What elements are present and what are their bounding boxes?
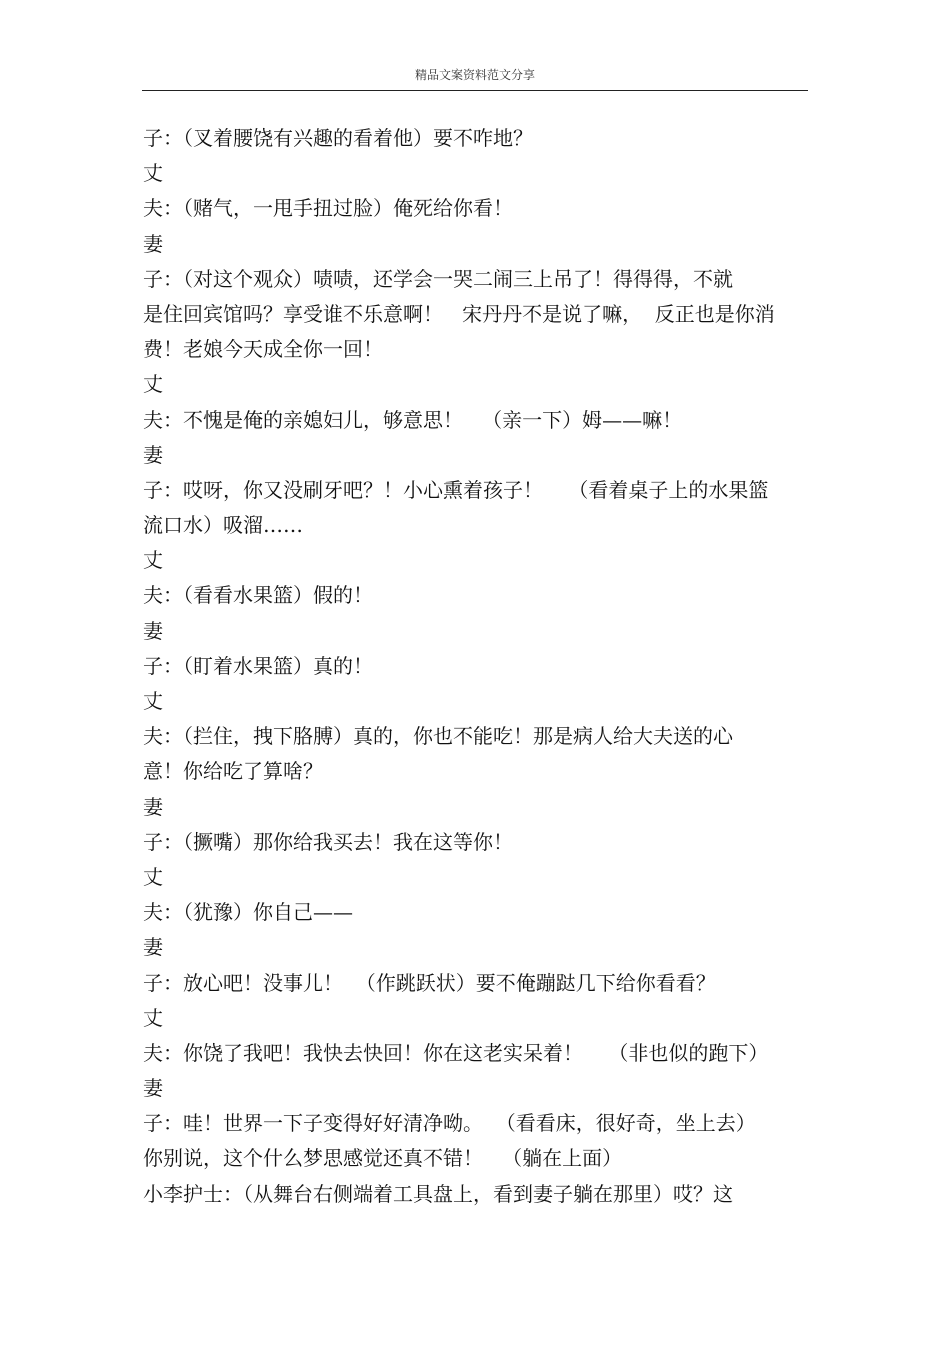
text-line: 夫：不愧是俺的亲媳妇儿，够意思！ （亲一下）姆——嘛！: [143, 407, 683, 432]
text-line: 妻: [143, 1076, 163, 1101]
text-line: 子：放心吧！没事儿！ （作跳跃状）要不俺蹦跶几下给你看看？: [143, 970, 716, 995]
text-line: 丈: [143, 548, 163, 573]
text-line: 夫：（赌气，一甩手扭过脸）俺死给你看！: [143, 196, 513, 221]
text-line: 夫：（犹豫）你自己——: [143, 900, 353, 925]
text-line: 丈: [143, 161, 163, 186]
text-line: 流口水）吸溜……: [143, 513, 303, 538]
text-line: 妻: [143, 618, 163, 643]
text-line: 妻: [143, 935, 163, 960]
text-line: 子：（叉着腰饶有兴趣的看着他）要不咋地？: [143, 126, 533, 150]
text-line: 是住回宾馆吗？享受谁不乐意啊！ 宋丹丹不是说了嘛， 反正也是你消: [143, 301, 775, 326]
text-line: 夫：（看看水果篮）假的！: [143, 583, 373, 608]
text-line: 子：哇！世界一下子变得好好清净呦。 （看看床，很好奇，坐上去）: [143, 1111, 756, 1136]
text-line: 子：（对这个观众）啧啧，还学会一哭二闹三上吊了！得得得，不就: [143, 266, 733, 291]
text-line: 费！老娘今天成全你一回！: [143, 337, 383, 362]
text-line: 丈: [143, 372, 163, 397]
document-body: [143, 121, 809, 1212]
text-line: 夫：你饶了我吧！我快去快回！你在这老实呆着！ （非也似的跑下）: [143, 1040, 769, 1065]
text-line: 意！你给吃了算啥？: [143, 759, 323, 784]
text-line: 你别说，这个什么梦思感觉还真不错！ （躺在上面）: [143, 1146, 623, 1171]
text-line: 丈: [143, 689, 163, 713]
text-line: 妻: [143, 231, 163, 256]
header-title: 精品文案资料范文分享: [414, 68, 535, 82]
text-line: 妻: [143, 442, 163, 467]
text-line: 子：（盯着水果篮）真的！: [143, 653, 373, 678]
page-header: [142, 62, 808, 91]
text-line: 小李护士：（从舞台右侧端着工具盘上，看到妻子躺在那里）哎？这: [143, 1181, 733, 1206]
text-line: 子：（撅嘴）那你给我买去！我在这等你！: [143, 829, 513, 854]
text-line: 丈: [143, 1005, 163, 1030]
text-line: 妻: [143, 794, 163, 819]
text-line: 夫：（拦住，拽下胳膊）真的，你也不能吃！那是病人给大夫送的心: [143, 724, 733, 749]
text-line: 丈: [143, 864, 163, 889]
text-line: 子：哎呀，你又没刷牙吧？！小心熏着孩子！ （看着桌子上的水果篮: [143, 477, 769, 502]
